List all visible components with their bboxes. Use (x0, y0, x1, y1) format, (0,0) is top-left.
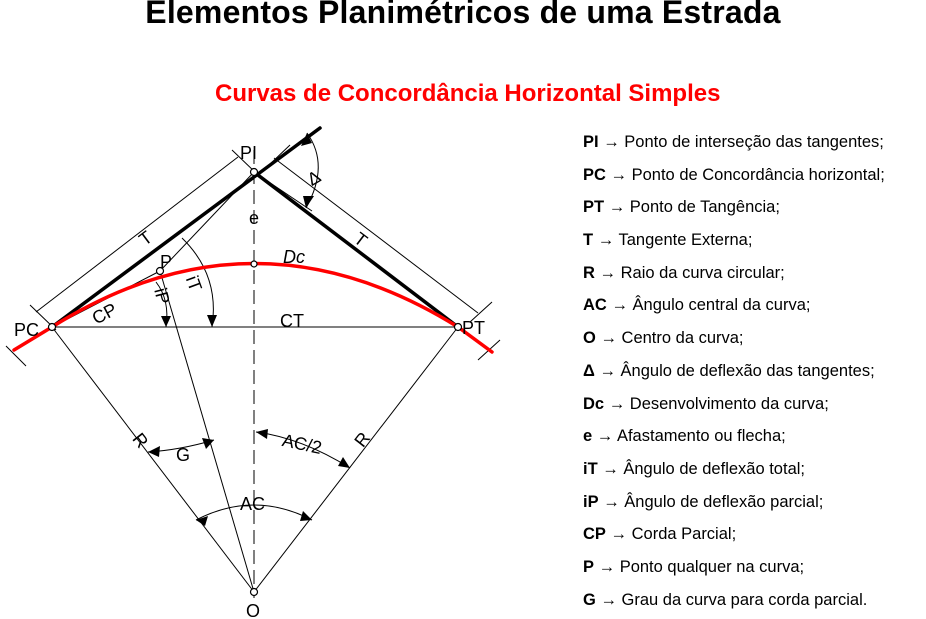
label-delta: Δ (303, 166, 325, 190)
label-pt: PT (462, 318, 486, 338)
radius-right-line (254, 327, 458, 592)
tangent-left-line (52, 128, 320, 327)
radius-p-line (160, 271, 254, 592)
label-r-right: R (350, 428, 375, 451)
point-pc-marker (49, 324, 56, 331)
legend-list (583, 129, 885, 619)
legend-item: R → Raio da curva circular; (583, 263, 785, 282)
legend-item: PI → Ponto de interseção das tangentes; (583, 133, 884, 151)
legend-item: PT → Ponto de Tangência; (583, 198, 780, 217)
point-o-marker (251, 589, 258, 596)
label-g: G (176, 445, 191, 465)
label-o: O (246, 601, 261, 619)
circular-curve (14, 264, 492, 353)
label-ct: CT (280, 311, 304, 331)
point-mid-marker (251, 261, 257, 267)
label-ip: iP (150, 285, 174, 307)
legend-item: iP → Ângulo de deflexão parcial; (583, 492, 824, 511)
legend-item: Δ → Ângulo de deflexão das tangentes; (583, 361, 875, 380)
legend-item: iT → Ângulo de deflexão total; (583, 459, 805, 478)
legend-item: e → Afastamento ou flecha; (583, 427, 786, 446)
dimension-t-right (274, 158, 478, 313)
legend-item: Dc → Desenvolvimento da curva; (583, 394, 829, 413)
label-cp: CP (88, 299, 121, 329)
label-dc: Dc (283, 247, 305, 267)
legend-item: AC → Ângulo central da curva; (583, 296, 811, 315)
label-p: P (160, 252, 173, 272)
point-pt-marker (455, 324, 462, 331)
point-pi-marker (251, 169, 258, 176)
legend-item: CP → Corda Parcial; (583, 525, 737, 544)
legend-item: PC → Ponto de Concordância horizontal; (583, 165, 885, 184)
legend-item: G → Grau da curva para corda parcial. (583, 590, 868, 609)
label-e: e (249, 208, 260, 228)
page-title: Elementos Planimétricos de uma Estrada (145, 0, 781, 30)
radius-left-line (52, 327, 254, 592)
label-it: iT (181, 273, 206, 294)
label-t-left: T (135, 227, 157, 250)
legend-item: P → Ponto qualquer na curva; (583, 557, 805, 576)
legend-item: O → Centro da curva; (583, 329, 744, 348)
legend-item: T → Tangente Externa; (583, 231, 753, 250)
label-ac-half: AC/2 (280, 430, 324, 458)
label-t-right: T (350, 228, 372, 251)
page-subtitle: Curvas de Concordância Horizontal Simples (215, 80, 721, 107)
label-pi: PI (240, 143, 258, 163)
label-r-left: R (128, 429, 153, 452)
label-pc: PC (14, 320, 40, 340)
label-ac: AC (240, 494, 266, 514)
